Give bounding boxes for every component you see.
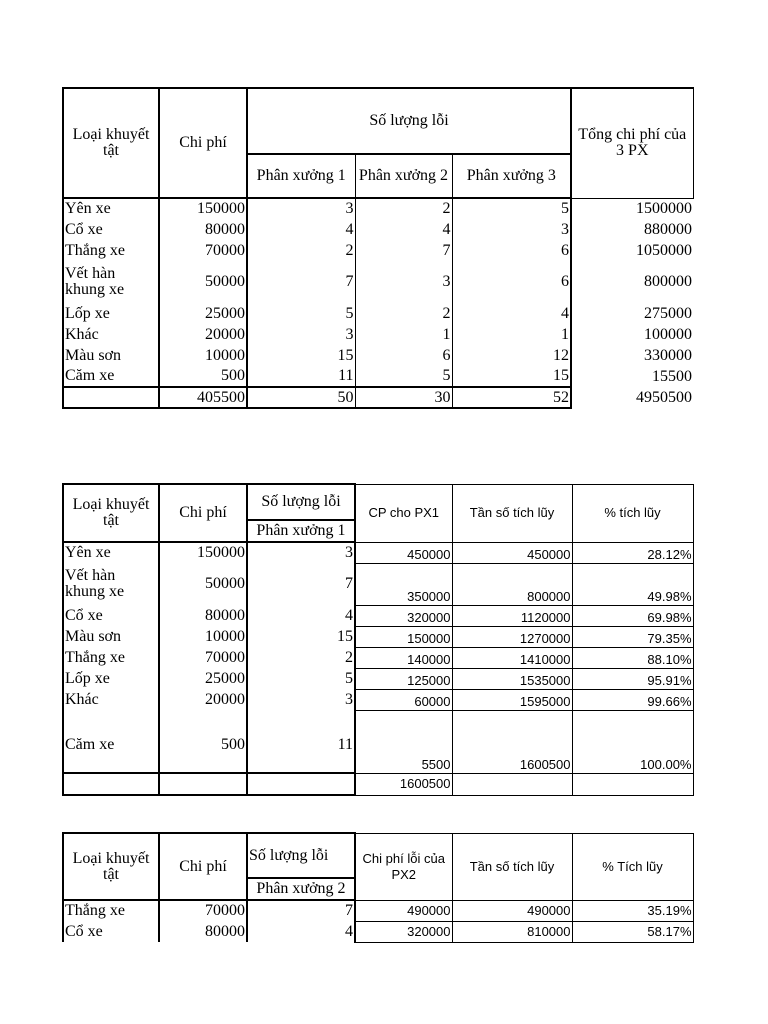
cost-value: 70000 <box>159 240 247 261</box>
px2-count: 5 <box>355 366 452 387</box>
cumulative-frequency: 1535000 <box>452 668 572 689</box>
cost-value: 70000 <box>159 647 247 668</box>
table-row <box>63 900 693 921</box>
defect-cost-table-all-workshops <box>62 87 694 409</box>
qty-count: 11 <box>247 710 355 773</box>
table-row <box>63 563 693 605</box>
defect-name: Cổ xe <box>63 921 159 942</box>
empty-cell <box>572 773 693 795</box>
px1-count: 4 <box>247 219 355 240</box>
header-cumulative-frequency: Tần số tích lũy <box>452 484 572 542</box>
table3-body <box>63 900 693 942</box>
cost-value: 10000 <box>159 626 247 647</box>
header-workshop-3: Phân xưởng 3 <box>452 154 571 198</box>
cp-value: 60000 <box>355 689 452 710</box>
header-cost: Chi phí <box>159 484 247 542</box>
table-row <box>63 240 693 261</box>
cost-value: 20000 <box>159 689 247 710</box>
total-cost-cell <box>159 773 247 795</box>
defect-name: Khác <box>63 689 159 710</box>
px1-count: 3 <box>247 324 355 345</box>
px2-count: 3 <box>355 261 452 303</box>
total-cost-value: 1050000 <box>636 241 693 259</box>
empty-cell <box>452 773 572 795</box>
table-row <box>63 261 693 303</box>
px1-count: 5 <box>247 303 355 324</box>
total-cost-value: 1500000 <box>636 199 693 217</box>
cost-value: 20000 <box>159 324 247 345</box>
cp-value: 320000 <box>355 921 452 942</box>
header-total-cost: Tổng chi phí của 3 PX <box>571 88 693 198</box>
px2-count: 7 <box>355 240 452 261</box>
qty-count: 5 <box>247 668 355 689</box>
qty-count: 4 <box>247 921 355 942</box>
cost-value: 50000 <box>159 563 247 605</box>
cp-value: 140000 <box>355 647 452 668</box>
header-cp-px1: CP cho PX1 <box>355 484 452 542</box>
cumulative-frequency: 1595000 <box>452 689 572 710</box>
cumulative-frequency: 1270000 <box>452 626 572 647</box>
px3-count: 5 <box>452 198 571 219</box>
table2-body <box>63 542 693 773</box>
cp-value: 320000 <box>355 605 452 626</box>
defect-name: Vết hàn khung xe <box>63 563 159 605</box>
cumulative-percent: 100.00% <box>572 710 693 773</box>
cumulative-percent: 69.98% <box>572 605 693 626</box>
qty-count: 7 <box>247 900 355 921</box>
total-px2: 30 <box>355 387 452 408</box>
px1-count: 7 <box>247 261 355 303</box>
cost-value: 500 <box>159 710 247 773</box>
qty-count: 4 <box>247 605 355 626</box>
header-defect-type: Loại khuyết tật <box>63 833 159 900</box>
defect-name: Yên xe <box>63 542 159 563</box>
header-error-count: Số lượng lỗi <box>247 833 355 878</box>
table-row <box>63 668 693 689</box>
cp-value: 350000 <box>355 563 452 605</box>
px2-count: 6 <box>355 345 452 366</box>
defect-name: Yên xe <box>63 198 159 219</box>
cost-value: 50000 <box>159 261 247 303</box>
total-px1: 50 <box>247 387 355 408</box>
cost-value: 25000 <box>159 668 247 689</box>
qty-count: 7 <box>247 563 355 605</box>
cumulative-frequency: 1600500 <box>452 710 572 773</box>
table-row <box>63 921 693 942</box>
cumulative-percent: 99.66% <box>572 689 693 710</box>
table-row <box>63 345 693 366</box>
cp-value: 490000 <box>355 900 452 921</box>
cumulative-percent: 88.10% <box>572 647 693 668</box>
cost-value: 80000 <box>159 921 247 942</box>
total-label-cell <box>63 387 159 408</box>
header-cumulative-frequency: Tần số tích lũy <box>452 833 572 900</box>
defect-name: Thắng xe <box>63 647 159 668</box>
header-workshop-2: Phân xưởng 2 <box>355 154 452 198</box>
table-row <box>63 626 693 647</box>
cost-value: 500 <box>159 366 247 387</box>
px1-count: 2 <box>247 240 355 261</box>
total-cp: 1600500 <box>355 773 452 795</box>
px2-count: 2 <box>355 303 452 324</box>
total-px3: 52 <box>452 387 571 408</box>
header-cp-px2: Chi phí lỗi của PX2 <box>355 833 452 900</box>
table-row <box>63 647 693 668</box>
defect-name: Cổ xe <box>63 605 159 626</box>
px1-count: 15 <box>247 345 355 366</box>
defect-name: Khác <box>63 324 159 345</box>
header-workshop-2: Phân xưởng 2 <box>247 878 355 900</box>
px3-count: 3 <box>452 219 571 240</box>
table-row <box>63 198 693 219</box>
table-row <box>63 710 693 773</box>
cumulative-frequency: 1120000 <box>452 605 572 626</box>
cumulative-frequency: 1410000 <box>452 647 572 668</box>
total-cost-value: 330000 <box>644 346 693 364</box>
pareto-table-workshop-1 <box>62 483 694 796</box>
defect-name: Cổ xe <box>63 219 159 240</box>
total-cost-value: 880000 <box>644 220 693 238</box>
header-cumulative-percent: % Tích lũy <box>572 833 693 900</box>
cp-value: 150000 <box>355 626 452 647</box>
defect-name: Thắng xe <box>63 900 159 921</box>
px3-count: 1 <box>452 324 571 345</box>
cost-value: 25000 <box>159 303 247 324</box>
qty-count: 15 <box>247 626 355 647</box>
qty-count: 2 <box>247 647 355 668</box>
table-row <box>63 219 693 240</box>
cumulative-percent: 28.12% <box>572 542 693 563</box>
table-row <box>63 605 693 626</box>
qty-count: 3 <box>247 542 355 563</box>
header-workshop-1: Phân xưởng 1 <box>247 154 355 198</box>
cumulative-percent: 58.17% <box>572 921 693 942</box>
cumulative-frequency: 450000 <box>452 542 572 563</box>
defect-name: Lốp xe <box>63 303 159 324</box>
cost-value: 150000 <box>159 542 247 563</box>
total-all: 4950500 <box>636 388 693 406</box>
px3-count: 6 <box>452 261 571 303</box>
header-error-count: Số lượng lỗi <box>247 88 571 154</box>
cost-value: 70000 <box>159 900 247 921</box>
header-workshop-1: Phân xưởng 1 <box>247 520 355 542</box>
cumulative-frequency: 800000 <box>452 563 572 605</box>
cumulative-percent: 95.91% <box>572 668 693 689</box>
total-qty-cell <box>247 773 355 795</box>
table-row <box>63 542 693 563</box>
table-row <box>63 324 693 345</box>
cumulative-percent: 35.19% <box>572 900 693 921</box>
total-cost: 405500 <box>159 387 247 408</box>
defect-name: Thắng xe <box>63 240 159 261</box>
cp-value: 5500 <box>355 710 452 773</box>
px3-count: 6 <box>452 240 571 261</box>
table1-total-row <box>63 387 693 408</box>
table-row <box>63 366 693 387</box>
cumulative-percent: 79.35% <box>572 626 693 647</box>
header-defect-type: Loại khuyết tật <box>63 88 159 198</box>
px2-count: 4 <box>355 219 452 240</box>
cost-value: 10000 <box>159 345 247 366</box>
cost-value: 150000 <box>159 198 247 219</box>
px2-count: 1 <box>355 324 452 345</box>
table-row <box>63 303 693 324</box>
px3-count: 15 <box>452 366 571 387</box>
defect-name: Căm xe <box>63 366 159 387</box>
cp-value: 125000 <box>355 668 452 689</box>
total-label-cell <box>63 773 159 795</box>
table1-body <box>63 198 693 387</box>
defect-name: Căm xe <box>63 710 159 773</box>
pareto-table-workshop-2 <box>62 832 694 943</box>
total-cost-value: 15500 <box>652 367 693 385</box>
qty-count: 3 <box>247 689 355 710</box>
header-defect-type: Loại khuyết tật <box>63 484 159 542</box>
table-row <box>63 689 693 710</box>
header-cumulative-percent: % tích lũy <box>572 484 693 542</box>
cost-value: 80000 <box>159 219 247 240</box>
defect-name: Màu sơn <box>63 626 159 647</box>
total-cost-value: 800000 <box>644 273 693 290</box>
px1-count: 11 <box>247 366 355 387</box>
px2-count: 2 <box>355 198 452 219</box>
cumulative-frequency: 810000 <box>452 921 572 942</box>
cp-value: 450000 <box>355 542 452 563</box>
table2-total-row <box>63 773 693 795</box>
px3-count: 4 <box>452 303 571 324</box>
header-error-count: Số lượng lỗi <box>247 484 355 520</box>
header-cost: Chi phí <box>159 833 247 900</box>
header-cost: Chi phí <box>159 88 247 198</box>
px1-count: 3 <box>247 198 355 219</box>
px3-count: 12 <box>452 345 571 366</box>
cumulative-percent: 49.98% <box>572 563 693 605</box>
cumulative-frequency: 490000 <box>452 900 572 921</box>
total-cost-value: 275000 <box>644 304 693 322</box>
cost-value: 80000 <box>159 605 247 626</box>
defect-name: Màu sơn <box>63 345 159 366</box>
defect-name: Vết hàn khung xe <box>63 261 159 303</box>
total-cost-value: 100000 <box>644 325 693 343</box>
defect-name: Lốp xe <box>63 668 159 689</box>
